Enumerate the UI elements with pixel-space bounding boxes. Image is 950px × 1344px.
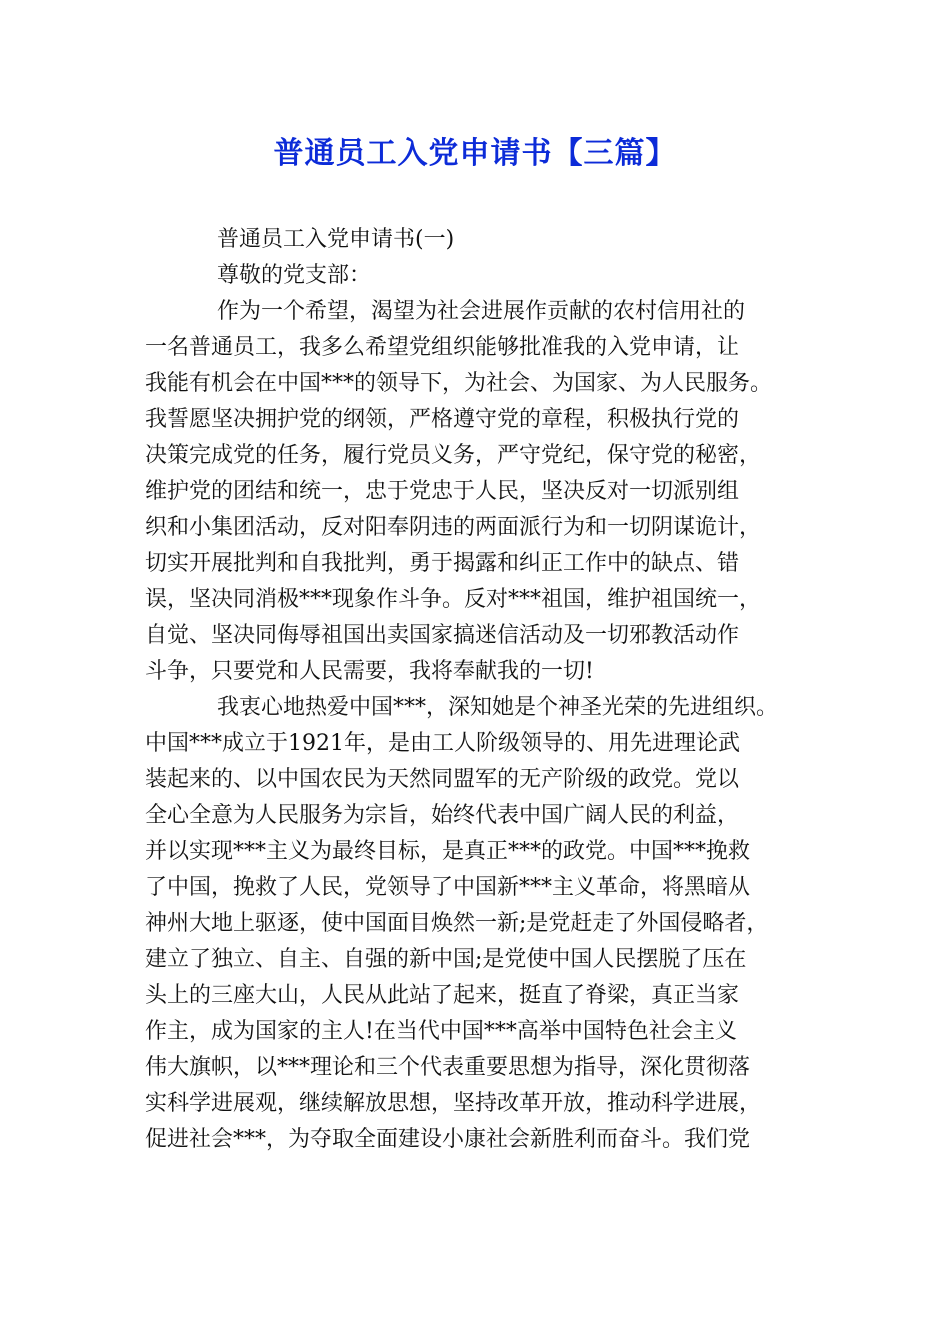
text-line: 促进社会***，为夺取全面建设小康社会新胜利而奋斗。我们党: [145, 1127, 751, 1152]
text-line: 自觉、坚决同侮辱祖国出卖国家搞迷信活动及一切邪教活动作: [145, 623, 740, 648]
text-line: 作为一个希望，渴望为社会进展作贡献的农村信用社的: [217, 299, 746, 324]
text-line: 决策完成党的任务，履行党员义务，严守党纪，保守党的秘密，: [145, 443, 762, 468]
text-line: 我衷心地热爱中国***，深知她是个神圣光荣的先进组织。: [217, 695, 779, 720]
text-line: 作主，成为国家的主人!在当代中国***高举中国特色社会主义: [145, 1019, 737, 1044]
text-line: 神州大地上驱逐，使中国面目焕然一新;是党赶走了外国侵略者，: [145, 911, 769, 936]
text-line: 了中国，挽救了人民，党领导了中国新***主义革命，将黑暗从: [145, 875, 751, 900]
text-line: 我誓愿坚决拥护党的纲领，严格遵守党的章程，积极执行党的: [145, 407, 740, 432]
text-line: 尊敬的党支部：: [217, 263, 372, 288]
document-title: 普通员工入党申请书【三篇】: [273, 136, 677, 171]
text-line: 斗争，只要党和人民需要，我将奉献我的一切!: [145, 659, 594, 684]
text-line: 切实开展批判和自我批判，勇于揭露和纠正工作中的缺点、错: [145, 551, 740, 576]
text-line: 建立了独立、自主、自强的新中国;是党使中国人民摆脱了压在: [145, 947, 747, 972]
text-line: 装起来的、以中国农民为天然同盟军的无产阶级的政党。党以: [145, 767, 740, 792]
text-line: 实科学进展观，继续解放思想，坚持改革开放，推动科学进展，: [145, 1091, 762, 1116]
text-line: 头上的三座大山，人民从此站了起来，挺直了脊梁，真正当家: [145, 983, 740, 1008]
text-line: 一名普通员工，我多么希望党组织能够批准我的入党申请，让: [145, 335, 740, 360]
document-body: [145, 222, 805, 1158]
text-line: 普通员工入党申请书(一): [217, 227, 455, 252]
text-line: 织和小集团活动，反对阳奉阴违的两面派行为和一切阴谋诡计，: [145, 515, 762, 540]
text-line: 维护党的团结和统一，忠于党忠于人民，坚决反对一切派别组: [145, 479, 740, 504]
text-line: 中国***成立于1921年，是由工人阶级领导的、用先进理论武: [145, 731, 740, 756]
text-line: 全心全意为人民服务为宗旨，始终代表中国广阔人民的利益，: [145, 803, 740, 828]
text-line: 误，坚决同消极***现象作斗争。反对***祖国，维护祖国统一，: [145, 587, 762, 612]
text-line: 并以实现***主义为最终目标，是真正***的政党。中国***挽救: [145, 839, 751, 864]
text-line: 我能有机会在中国***的领导下，为社会、为国家、为人民服务。: [145, 371, 773, 396]
text-line: 伟大旗帜，以***理论和三个代表重要思想为指导，深化贯彻落: [145, 1055, 751, 1080]
